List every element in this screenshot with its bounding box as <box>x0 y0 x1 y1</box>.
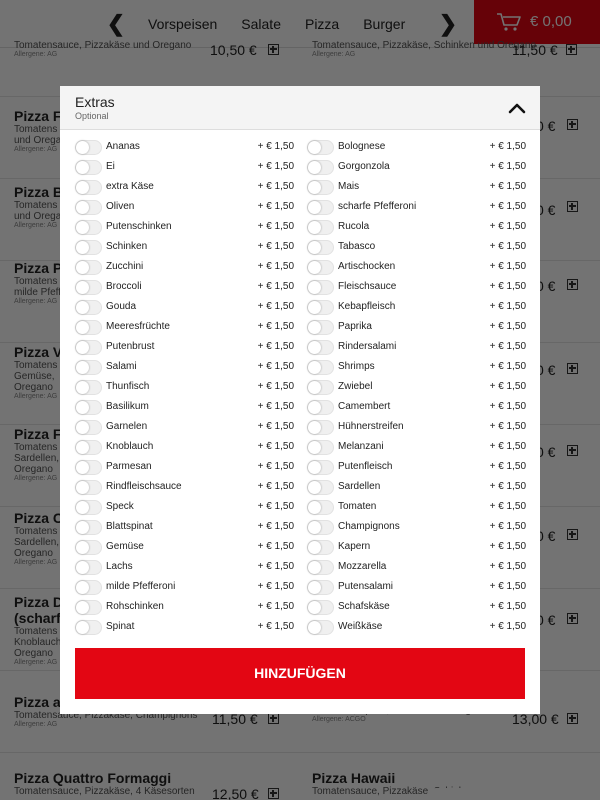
extra-option-row[interactable] <box>75 177 294 197</box>
extra-toggle-switch[interactable] <box>307 560 334 575</box>
extra-option-name: Paprika <box>338 321 372 332</box>
extra-option-name: Gouda <box>106 301 137 312</box>
extra-option-price: + € 1,50 <box>489 161 526 172</box>
extra-option-row[interactable] <box>307 557 526 577</box>
extra-option-row[interactable] <box>307 517 526 537</box>
extra-option-name: Melanzani <box>338 441 384 452</box>
extra-option-price: + € 1,50 <box>257 261 294 272</box>
extra-option-price: + € 1,50 <box>489 461 526 472</box>
extra-option-name: Spinat <box>106 621 135 632</box>
extra-option-row[interactable] <box>75 317 294 337</box>
extra-toggle-switch[interactable] <box>307 440 334 455</box>
extras-modal <box>60 86 540 714</box>
extra-option-row[interactable] <box>75 277 294 297</box>
extra-option-row[interactable] <box>307 317 526 337</box>
extra-option-row[interactable] <box>307 177 526 197</box>
extra-option-price: + € 1,50 <box>257 141 294 152</box>
extra-toggle-switch[interactable] <box>307 460 334 475</box>
extra-option-price: + € 1,50 <box>489 521 526 532</box>
extra-toggle-switch[interactable] <box>75 260 102 275</box>
extra-option-row[interactable] <box>75 397 294 417</box>
extra-option-price: + € 1,50 <box>489 601 526 612</box>
extra-toggle-switch[interactable] <box>307 180 334 195</box>
extra-toggle-switch[interactable] <box>307 360 334 375</box>
extra-toggle-switch[interactable] <box>307 420 334 435</box>
extra-option-name: Meeresfrüchte <box>106 321 170 332</box>
extra-toggle-switch[interactable] <box>75 520 102 535</box>
extra-toggle-switch[interactable] <box>75 540 102 555</box>
extra-option-name: Schinken <box>106 241 148 252</box>
extra-option-row[interactable] <box>75 457 294 477</box>
extra-option-price: + € 1,50 <box>257 441 294 452</box>
extra-option-row[interactable] <box>75 497 294 517</box>
extra-option-name: Putensalami <box>338 581 394 592</box>
extra-toggle-switch[interactable] <box>75 360 102 375</box>
extra-option-price: + € 1,50 <box>257 241 294 252</box>
extra-toggle-switch[interactable] <box>75 440 102 455</box>
extra-option-price: + € 1,50 <box>489 441 526 452</box>
extra-option-name: extra Käse <box>106 181 154 192</box>
chevron-up-icon[interactable] <box>506 100 528 116</box>
extra-toggle-switch[interactable] <box>307 400 334 415</box>
extra-option-row[interactable] <box>307 457 526 477</box>
extra-option-price: + € 1,50 <box>489 621 526 632</box>
extra-toggle-switch[interactable] <box>75 420 102 435</box>
extra-option-name: Oliven <box>106 201 135 212</box>
extra-option-row[interactable] <box>307 357 526 377</box>
extra-option-name: Mozzarella <box>338 561 387 572</box>
extra-option-row[interactable] <box>75 357 294 377</box>
extra-option-price: + € 1,50 <box>489 581 526 592</box>
extra-option-price: + € 1,50 <box>257 221 294 232</box>
extra-option-name: Knoblauch <box>106 441 154 452</box>
extra-option-name: Speck <box>106 501 134 512</box>
extra-option-row[interactable] <box>307 397 526 417</box>
extra-option-price: + € 1,50 <box>257 301 294 312</box>
extra-option-price: + € 1,50 <box>489 141 526 152</box>
extra-option-row[interactable] <box>75 297 294 317</box>
extra-option-price: + € 1,50 <box>257 481 294 492</box>
extra-toggle-switch[interactable] <box>75 280 102 295</box>
extra-option-price: + € 1,50 <box>489 241 526 252</box>
extra-toggle-switch[interactable] <box>75 580 102 595</box>
extra-option-row[interactable] <box>75 237 294 257</box>
extra-option-row[interactable] <box>307 417 526 437</box>
extra-toggle-switch[interactable] <box>307 500 334 515</box>
extra-option-row[interactable] <box>307 577 526 597</box>
extra-option-name: Champignons <box>338 521 400 532</box>
extra-option-name: Schafskäse <box>338 601 390 612</box>
extra-option-row[interactable] <box>307 617 526 637</box>
extra-option-row[interactable] <box>75 137 294 157</box>
extra-option-row[interactable] <box>75 257 294 277</box>
extra-option-price: + € 1,50 <box>489 321 526 332</box>
extra-option-name: Rohschinken <box>106 601 164 612</box>
extra-toggle-switch[interactable] <box>307 620 334 635</box>
extra-toggle-switch[interactable] <box>307 200 334 215</box>
extra-toggle-switch[interactable] <box>307 280 334 295</box>
extra-option-name: Blattspinat <box>106 521 153 532</box>
extra-toggle-switch[interactable] <box>75 400 102 415</box>
extra-option-row[interactable] <box>75 377 294 397</box>
extra-option-row[interactable] <box>75 437 294 457</box>
extra-option-row[interactable] <box>307 277 526 297</box>
extra-option-name: Rindersalami <box>338 341 397 352</box>
extra-toggle-switch[interactable] <box>75 300 102 315</box>
extra-option-name: Zwiebel <box>338 381 373 392</box>
extra-toggle-switch[interactable] <box>75 480 102 495</box>
extra-option-price: + € 1,50 <box>257 601 294 612</box>
extra-option-price: + € 1,50 <box>257 201 294 212</box>
extra-option-row[interactable] <box>75 557 294 577</box>
extra-option-price: + € 1,50 <box>489 541 526 552</box>
extra-option-name: Tomaten <box>338 501 377 512</box>
extra-option-price: + € 1,50 <box>489 421 526 432</box>
extra-option-row[interactable] <box>75 197 294 217</box>
extra-option-row[interactable] <box>307 257 526 277</box>
extra-toggle-switch[interactable] <box>307 340 334 355</box>
extra-option-name: Hühnerstreifen <box>338 421 404 432</box>
extra-option-row[interactable] <box>75 157 294 177</box>
extra-toggle-switch[interactable] <box>75 460 102 475</box>
extra-toggle-switch[interactable] <box>307 380 334 395</box>
extra-option-name: Rucola <box>338 221 370 232</box>
extra-toggle-switch[interactable] <box>307 220 334 235</box>
extra-toggle-switch[interactable] <box>307 540 334 555</box>
extra-option-price: + € 1,50 <box>257 521 294 532</box>
extra-option-price: + € 1,50 <box>257 461 294 472</box>
extra-option-price: + € 1,50 <box>257 621 294 632</box>
extra-toggle-switch[interactable] <box>75 240 102 255</box>
extra-option-row[interactable] <box>75 597 294 617</box>
extra-option-name: Lachs <box>106 561 133 572</box>
extra-option-row[interactable] <box>307 237 526 257</box>
extra-option-row[interactable] <box>75 417 294 437</box>
extra-option-price: + € 1,50 <box>257 401 294 412</box>
extra-option-name: Artischocken <box>338 261 396 272</box>
extra-option-price: + € 1,50 <box>489 261 526 272</box>
extra-toggle-switch[interactable] <box>75 160 102 175</box>
extra-toggle-switch[interactable] <box>75 600 102 615</box>
extra-option-price: + € 1,50 <box>257 321 294 332</box>
extra-option-price: + € 1,50 <box>489 301 526 312</box>
extra-option-price: + € 1,50 <box>257 581 294 592</box>
extra-toggle-switch[interactable] <box>307 600 334 615</box>
extra-toggle-switch[interactable] <box>75 320 102 335</box>
extra-toggle-switch[interactable] <box>75 220 102 235</box>
extra-option-name: Gemüse <box>106 541 144 552</box>
extra-option-name: Kebapfleisch <box>338 301 396 312</box>
extra-option-row[interactable] <box>307 437 526 457</box>
extra-toggle-switch[interactable] <box>75 500 102 515</box>
extra-option-row[interactable] <box>307 137 526 157</box>
extra-toggle-switch[interactable] <box>75 200 102 215</box>
extra-option-price: + € 1,50 <box>489 181 526 192</box>
extra-option-name: Thunfisch <box>106 381 150 392</box>
extra-option-name: Ei <box>106 161 115 172</box>
extra-option-name: Garnelen <box>106 421 148 432</box>
extra-option-row[interactable] <box>75 477 294 497</box>
extra-toggle-switch[interactable] <box>75 380 102 395</box>
extra-option-name: Broccoli <box>106 281 142 292</box>
extras-header[interactable] <box>60 86 540 130</box>
extra-toggle-switch[interactable] <box>307 160 334 175</box>
extra-option-row[interactable] <box>307 597 526 617</box>
extra-toggle-switch[interactable] <box>307 580 334 595</box>
extra-toggle-switch[interactable] <box>307 520 334 535</box>
extra-option-name: Sardellen <box>338 481 381 492</box>
extra-option-price: + € 1,50 <box>489 221 526 232</box>
extra-option-price: + € 1,50 <box>257 501 294 512</box>
extra-option-name: Camembert <box>338 401 391 412</box>
extra-option-price: + € 1,50 <box>257 561 294 572</box>
extra-option-name: Kapern <box>338 541 371 552</box>
extra-option-price: + € 1,50 <box>257 341 294 352</box>
extra-option-price: + € 1,50 <box>489 341 526 352</box>
extra-option-name: Mais <box>338 181 360 192</box>
extra-option-row[interactable] <box>75 577 294 597</box>
extra-option-row[interactable] <box>307 337 526 357</box>
extra-option-price: + € 1,50 <box>257 361 294 372</box>
extra-option-name: Weißkäse <box>338 621 383 632</box>
extra-toggle-switch[interactable] <box>75 140 102 155</box>
extra-option-name: scharfe Pfefferoni <box>338 201 417 212</box>
extra-option-price: + € 1,50 <box>257 421 294 432</box>
extra-option-name: Ananas <box>106 141 140 152</box>
extra-option-row[interactable] <box>307 157 526 177</box>
extra-option-price: + € 1,50 <box>489 481 526 492</box>
extra-option-name: Basilikum <box>106 401 149 412</box>
extra-option-price: + € 1,50 <box>257 281 294 292</box>
extra-option-price: + € 1,50 <box>257 381 294 392</box>
extra-option-name: Putenfleisch <box>338 461 393 472</box>
extra-option-name: Bolognese <box>338 141 386 152</box>
extra-option-price: + € 1,50 <box>489 281 526 292</box>
extra-option-price: + € 1,50 <box>257 181 294 192</box>
extra-option-row[interactable] <box>307 377 526 397</box>
extra-option-row[interactable] <box>75 537 294 557</box>
extra-option-name: Parmesan <box>106 461 152 472</box>
extra-option-price: + € 1,50 <box>489 501 526 512</box>
extra-option-price: + € 1,50 <box>489 381 526 392</box>
modal-title: Extras <box>75 94 115 110</box>
extra-option-name: Tabasco <box>338 241 376 252</box>
extra-toggle-switch[interactable] <box>307 140 334 155</box>
extra-option-price: + € 1,50 <box>489 401 526 412</box>
extra-option-name: Gorgonzola <box>338 161 390 172</box>
extra-option-name: Putenbrust <box>106 341 155 352</box>
extra-toggle-switch[interactable] <box>75 180 102 195</box>
extra-option-name: Putenschinken <box>106 221 172 232</box>
extra-toggle-switch[interactable] <box>307 260 334 275</box>
modal-subtitle: Optional <box>75 111 109 121</box>
extra-toggle-switch[interactable] <box>307 240 334 255</box>
extra-toggle-switch[interactable] <box>75 560 102 575</box>
extra-option-name: Salami <box>106 361 137 372</box>
extra-toggle-switch[interactable] <box>307 480 334 495</box>
extra-option-name: Zucchini <box>106 261 144 272</box>
extra-option-price: + € 1,50 <box>257 541 294 552</box>
extra-option-name: milde Pfefferoni <box>106 581 176 592</box>
extra-toggle-switch[interactable] <box>75 620 102 635</box>
extra-option-price: + € 1,50 <box>489 201 526 212</box>
add-to-cart-button[interactable]: HINZUFÜGEN <box>75 648 525 699</box>
extra-option-name: Fleischsauce <box>338 281 397 292</box>
extra-option-price: + € 1,50 <box>489 561 526 572</box>
extra-option-row[interactable] <box>307 477 526 497</box>
extra-option-row[interactable] <box>75 517 294 537</box>
extra-option-price: + € 1,50 <box>257 161 294 172</box>
extra-toggle-switch[interactable] <box>307 300 334 315</box>
extra-toggle-switch[interactable] <box>307 320 334 335</box>
extra-option-row[interactable] <box>307 197 526 217</box>
extra-toggle-switch[interactable] <box>75 340 102 355</box>
extra-option-price: + € 1,50 <box>489 361 526 372</box>
extra-option-row[interactable] <box>307 217 526 237</box>
extra-option-row[interactable] <box>307 537 526 557</box>
extra-option-row[interactable] <box>307 297 526 317</box>
extra-option-row[interactable] <box>75 617 294 637</box>
extra-option-name: Shrimps <box>338 361 375 372</box>
extra-option-row[interactable] <box>75 217 294 237</box>
extra-option-row[interactable] <box>75 337 294 357</box>
extra-option-name: Rindfleischsauce <box>106 481 182 492</box>
extra-option-row[interactable] <box>307 497 526 517</box>
